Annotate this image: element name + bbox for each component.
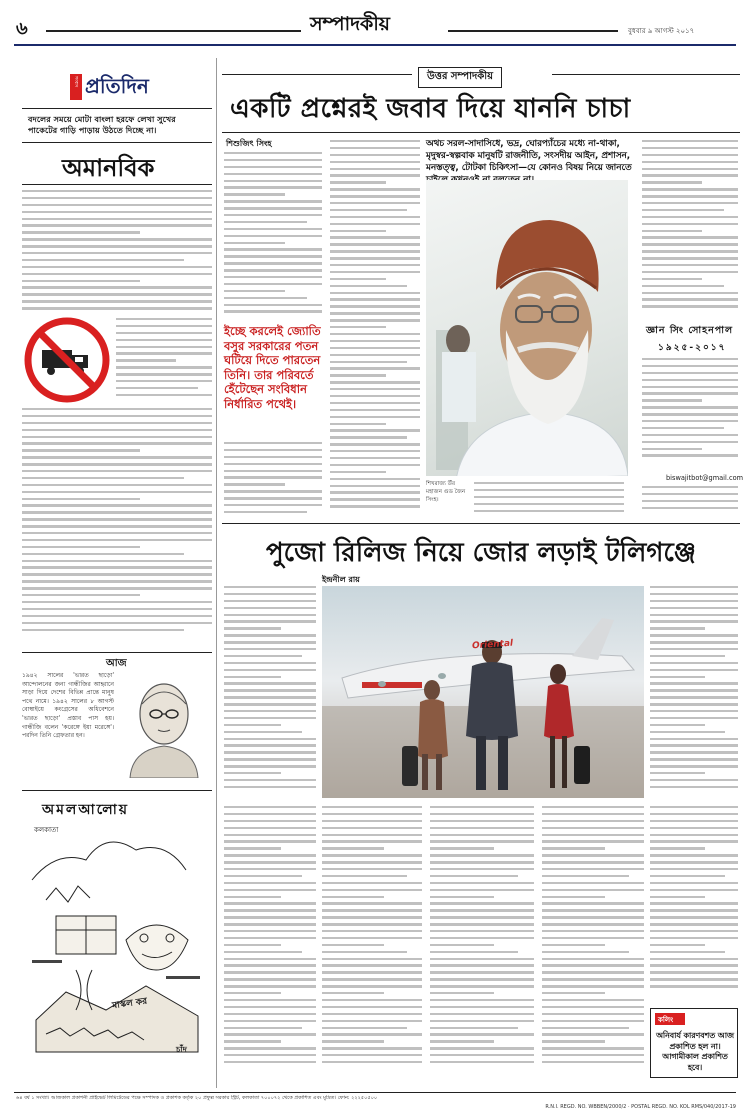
- ad-box: [650, 1008, 738, 1078]
- cartoon-image: [26, 820, 208, 1060]
- film-still-brand: Oriental: [471, 638, 514, 652]
- second-col5-bottom: [650, 806, 738, 1002]
- page-number: ৬: [16, 18, 28, 39]
- no-truck-sign-icon: [24, 317, 110, 403]
- lead-col2-body: [330, 140, 420, 520]
- lead-col4-body-top: [642, 140, 738, 320]
- cartoon-title: অমলআলোয়: [42, 802, 130, 818]
- lead-col1-body-bottom: [224, 442, 322, 520]
- author-email: biswajitbot@gmail.com: [666, 474, 744, 482]
- second-col1-bottom: [224, 806, 316, 1078]
- lead-col4-under-email: [642, 486, 738, 518]
- second-headline: পুজো রিলিজ নিয়ে জোর লড়াই টলিগঞ্জে: [266, 538, 697, 568]
- aaj-text: ১৯৪২ সালের 'ভারত ছাড়ো' আন্দোলনের জন্য গান্ধীজির আহ্বানে সাড়া দিয়ে দেশের বিভিন্ন প্রান্তে মানুষ পথে নামে। ১৯৪২ সালের ৮ আগস্ট বোম্বাইয়ে কংগ্রেসের অধিবেশনে 'ভারত ছাড়ো' প্রস্তাব পাস হয়। গান্ধীজি বলেন 'করেঙ্গে ইয়া মরেঙ্গে'। পরদিন তিনি গ্রেফতার হন।: [22, 672, 114, 740]
- memorial-name: জ্ঞান সিং সোহনপাল: [646, 325, 734, 336]
- ad-brand: কলিং: [658, 1016, 674, 1024]
- aaj-label: আজ: [102, 656, 131, 673]
- left-column-divider: [216, 58, 217, 1088]
- headline-rule: [222, 132, 740, 133]
- kicker-rule-left: [222, 74, 412, 75]
- pullquote: ইচ্ছে করলেই জ্যোতি বসুর সরকারের পতন ঘটিয়ে দিতে পারতেন তিনি। তার পরিবর্তে হেঁটেছেন সংবিধান নির্ধারিত পথেই।: [224, 324, 321, 411]
- photo-caption: শিখরাজ্য উঁর মহাজন গুড জৈন সিংহ।: [426, 481, 466, 503]
- logo-rule: [22, 108, 212, 109]
- second-col2: [322, 806, 422, 1078]
- gandhi-portrait: [118, 670, 210, 778]
- header-date: বুধবার ৯ আগস্ট ২০১৭: [628, 27, 695, 35]
- aaj-rule: [22, 652, 212, 653]
- cartoon-rule: [22, 790, 212, 791]
- memorial-years: ১৯২৫-২০১৭: [658, 343, 727, 353]
- logo-small-text: সংবাদ: [73, 76, 78, 88]
- lead-story: [222, 62, 744, 522]
- lead-author: শিশুজিৎ সিংহ: [226, 139, 272, 148]
- lead-col1-body-top: [224, 152, 322, 320]
- lead-deck: অথচ সরল-সাদাসিধে, ভদ্র, ঘোরপ্যাঁচের মধ্যে না-থাকা, মৃদুস্বর-স্বল্পবাক মানুষটি রাজনীতি, সংসদীয় আইন, প্রশাসন, মনস্তত্ত্ব, টোটকা চিকিৎসা—যে কোনও বিষয় নিয়ে জানতে: [426, 139, 632, 173]
- second-col1-top: [224, 586, 316, 798]
- editorial-body-beside-sign: [116, 318, 212, 404]
- header-right-rule: [448, 30, 618, 32]
- kicker-rule-right: [552, 74, 740, 75]
- lead-headline: একটি প্রশ্নেরই জবাব দিয়ে যাননি চাচা: [230, 94, 631, 124]
- header-left-rule: [46, 30, 301, 32]
- cartoon-sign: মাস্কল কর: [111, 996, 148, 1012]
- section-title: সম্পাদকীয়: [310, 13, 390, 35]
- footer-rule: [14, 1092, 736, 1093]
- masthead-logo: [70, 72, 180, 102]
- lead-col3-under-photo: [474, 482, 624, 518]
- left-column: [22, 58, 212, 1088]
- tagline-rule: [22, 142, 212, 143]
- second-story-top-rule: [222, 523, 740, 524]
- editorial-title: অমানবিক: [62, 153, 155, 182]
- editorial-body-top: [22, 190, 212, 314]
- editorial-body-bottom: [22, 408, 212, 640]
- second-col5-top: [650, 586, 738, 798]
- cartoon-signage: কলকাতা: [34, 826, 59, 834]
- header-bottom-rule: [14, 44, 736, 46]
- page-header: [0, 0, 750, 46]
- film-still: [322, 586, 644, 798]
- logo-wordmark: প্রতিদিন: [85, 74, 149, 98]
- second-col3: [430, 806, 534, 1078]
- second-author: ইন্দ্রনীল রায়: [322, 575, 360, 584]
- footer-reg: R.N.I. REGD. NO. WBBEN/2000/2 · POSTAL REGD. NO. KOL RMS/040/2017-19: [545, 1104, 736, 1110]
- second-story: [222, 526, 740, 1086]
- cartoon-credit: চাঁদ: [176, 1045, 187, 1054]
- footer-imprint: ৬৪ বর্ষ ১ সংখ্যা। আজকাল প্রকাশনী প্রাইভেট লিমিটেডের পক্ষে সম্পাদক ও প্রকাশক কর্তৃক ২০ প্রফুল্ল সরকার স্ট্রিট, কলকাতা ৭০০০৭২ থেকে প্রকাশিত এবং মুদ্রিত। ফোন: ২২২৫০৫০০: [16, 1095, 378, 1101]
- editorial-title-rule: [22, 184, 212, 185]
- lead-col4-body-bottom: [642, 358, 738, 470]
- lead-photo: [426, 180, 628, 476]
- tagline: বদলের সময়ে মোটা বাংলা হরফে লেখা সুখের পাকেটের গাড়ি পাড়ায় উঠতে দিচ্ছে না।: [28, 114, 176, 135]
- kicker: উত্তর সম্পাদকীয়: [418, 67, 502, 88]
- ad-text: অনিবার্য কারণবশত আজ প্রকাশিত হল না। আগামীকাল প্রকাশিত হবে।: [656, 1031, 734, 1072]
- second-col4: [542, 806, 644, 1078]
